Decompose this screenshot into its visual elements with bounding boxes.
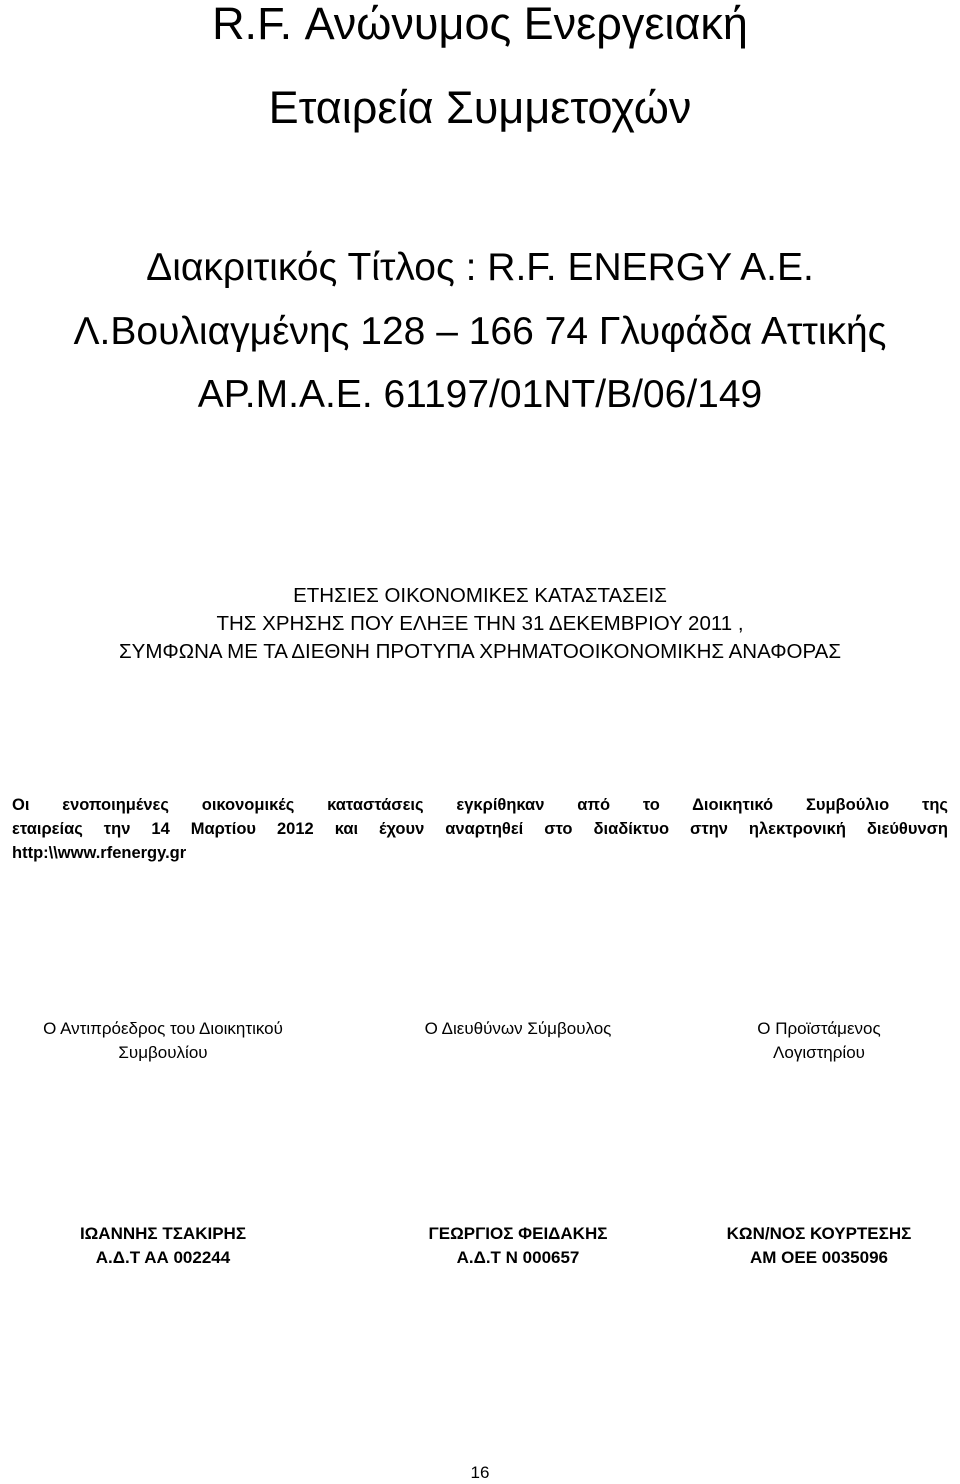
approval-line2: εταιρείας την 14 Μαρτίου 2012 και έχουν αναρτηθεί στο διαδίκτυο στην ηλεκτρονική διεύθυνση	[12, 820, 948, 838]
role-line: Συμβουλίου	[118, 1043, 208, 1062]
signatory-ceo	[358, 1222, 678, 1270]
signatory-name: ΓΕΩΡΓΙΟΣ ΦΕΙΔΑΚΗΣ	[428, 1224, 608, 1243]
approval-website-link[interactable]: http:\\www.rfenergy.gr	[12, 844, 187, 862]
statement-heading-line2: ΤΗΣ ΧΡΗΣΗΣ ΠΟΥ ΕΛΗΞΕ ΤΗΝ 31 ΔΕΚΕΜΒΡΙΟΥ 2011 ,	[216, 612, 744, 635]
signatory-role-ceo	[358, 1017, 678, 1041]
role-line: Ο Προϊστάμενος	[757, 1019, 881, 1038]
company-name-line2: Εταιρεία Συμμετοχών	[268, 82, 692, 133]
role-line: Ο Αντιπρόεδρος του Διοικητικού	[43, 1019, 283, 1038]
company-name-line1: R.F. Ανώνυμος Ενεργειακή	[212, 0, 748, 49]
approval-paragraph	[12, 793, 948, 865]
role-line: Λογιστηρίου	[773, 1043, 865, 1062]
company-address: Λ.Βουλιαγμένης 128 – 166 74 Γλυφάδα Αττικής	[73, 310, 887, 353]
signatory-name: ΙΩΑΝΝΗΣ ΤΣΑΚΙΡΗΣ	[79, 1224, 247, 1243]
signatory-id: Α.Δ.Τ ΑΑ 002244	[95, 1248, 231, 1267]
signatory-id: ΑΜ ΟΕΕ 0035096	[750, 1248, 888, 1267]
signatory-name: ΚΩΝ/ΝΟΣ ΚΟΥΡΤΕΣΗΣ	[726, 1224, 912, 1243]
signatory-chief-accountant	[659, 1222, 960, 1270]
approval-line1: Οι ενοποιημένες οικονομικές καταστάσεις εγκρίθηκαν από το Διοικητικό Συμβούλιο της	[12, 796, 948, 814]
page-number: 16	[470, 1463, 490, 1482]
signatory-role-chief-accountant	[659, 1017, 960, 1065]
role-line: Ο Διευθύνων Σύμβουλος	[424, 1019, 612, 1038]
signatory-id: Α.Δ.Τ Ν 000657	[456, 1248, 580, 1267]
signatory-vice-chairman	[3, 1222, 323, 1270]
statement-heading-line3: ΣΥΜΦΩΝΑ ΜΕ ΤΑ ΔΙΕΘΝΗ ΠΡΟΤΥΠΑ ΧΡΗΜΑΤΟΟΙΚΟΝΟΜΙΚΗΣ ΑΝΑΦΟΡΑΣ	[118, 640, 841, 663]
signatory-role-vice-chairman	[3, 1017, 323, 1065]
trade-name: Διακριτικός Τίτλος : R.F. ENERGY A.E.	[146, 246, 814, 289]
statement-heading-line1: ΕΤΗΣΙΕΣ ΟΙΚΟΝΟΜΙΚΕΣ ΚΑΤΑΣΤΑΣΕΙΣ	[293, 584, 667, 607]
registry-number: ΑΡ.Μ.Α.Ε. 61197/01ΝΤ/Β/06/149	[197, 373, 763, 416]
